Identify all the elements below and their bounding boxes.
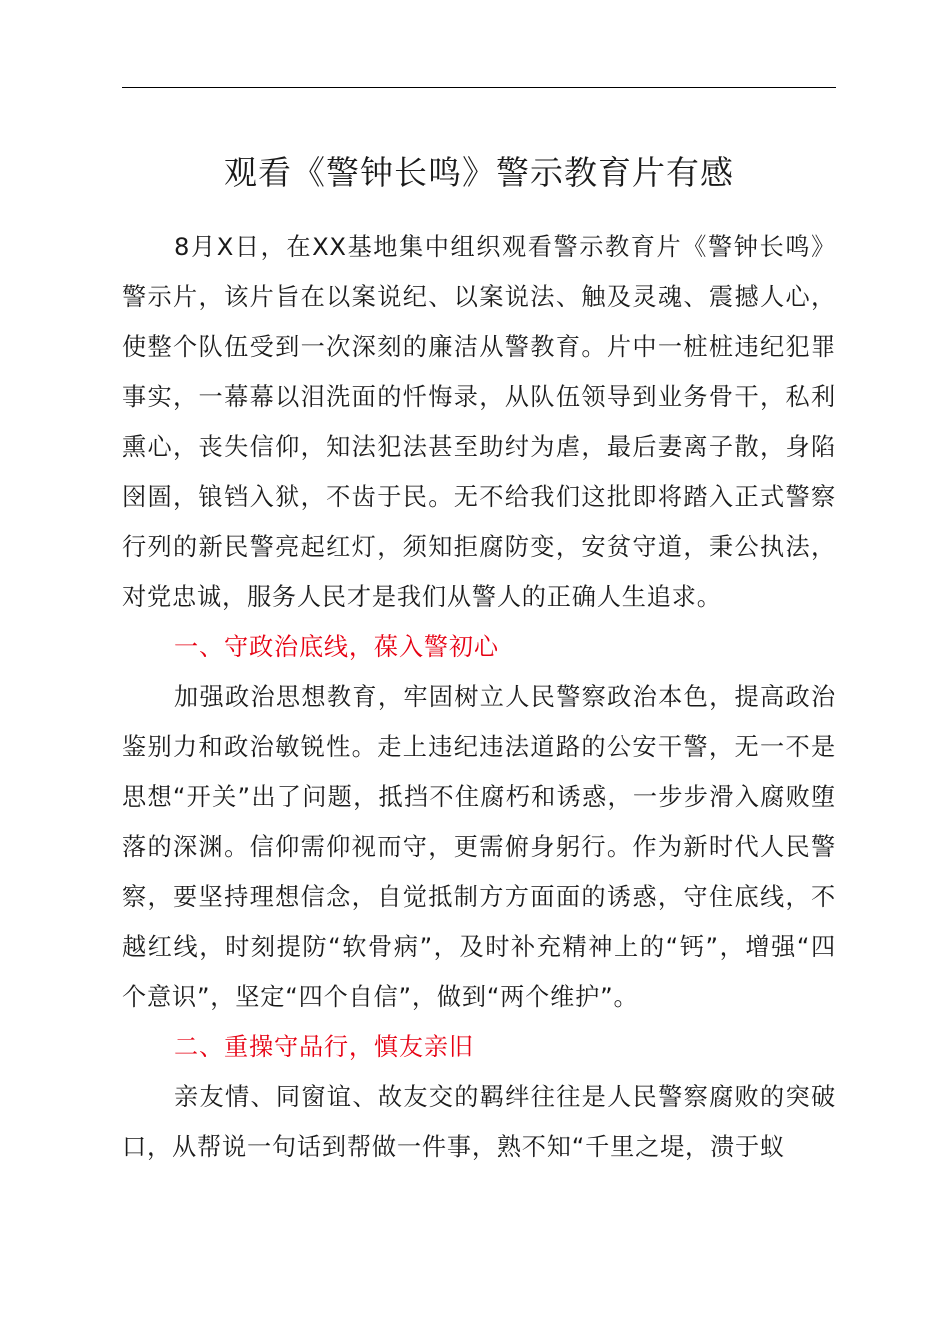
document-body [122,222,836,1172]
document-title: 观看《警钟长鸣》警示教育片有感 [224,153,734,192]
header-rule [122,87,836,88]
section-heading-1: 一、守政治底线，葆入警初心 [174,633,499,661]
section-1-paragraph: 加强政治思想教育，牢固树立人民警察政治本色，提高政治鉴别力和政治敏锐性。走上违纪违法道路的公安干警，无一不是思想“开关”出了问题，抵挡不住腐朽和诱惑，一步步滑入腐败堕落的深渊。信仰需仰视而守，更需俯身躬行。作为新时代人民警察，要坚持理想信念，自觉抵制方方面面的诱惑，守住底线，不越红线，时刻提防“软骨病”，及时补充精神上的“钙”，增强“四个意识”，坚定“四个自信”，做到“两个维护”。 [122,683,836,1011]
section-heading-2: 二、重操守品行，慎友亲旧 [174,1033,474,1061]
intro-paragraph: 8月X日，在XX基地集中组织观看警示教育片《警钟长鸣》警示片，该片旨在以案说纪、以案说法、触及灵魂、震撼人心，使整个队伍受到一次深刻的廉洁从警教育。片中一桩桩违纪犯罪事实，一幕幕以泪洗面的忏悔录，从队伍领导到业务骨干，私利熏心，丧失信仰，知法犯法甚至助纣为虐，最后妻离子散，身陷囹圄，锒铛入狱，不齿于民。无不给我们这批即将踏入正式警察行列的新民警亮起红灯，须知拒腐防变，安贫守道，秉公执法，对党忠诚，服务人民才是我们从警人的正确人生追求。 [122,233,836,611]
section-2-paragraph: 亲友情、同窗谊、故友交的羁绊往往是人民警察腐败的突破口，从帮说一句话到帮做一件事，熟不知“千里之堤，溃于蚁 [122,1083,836,1161]
